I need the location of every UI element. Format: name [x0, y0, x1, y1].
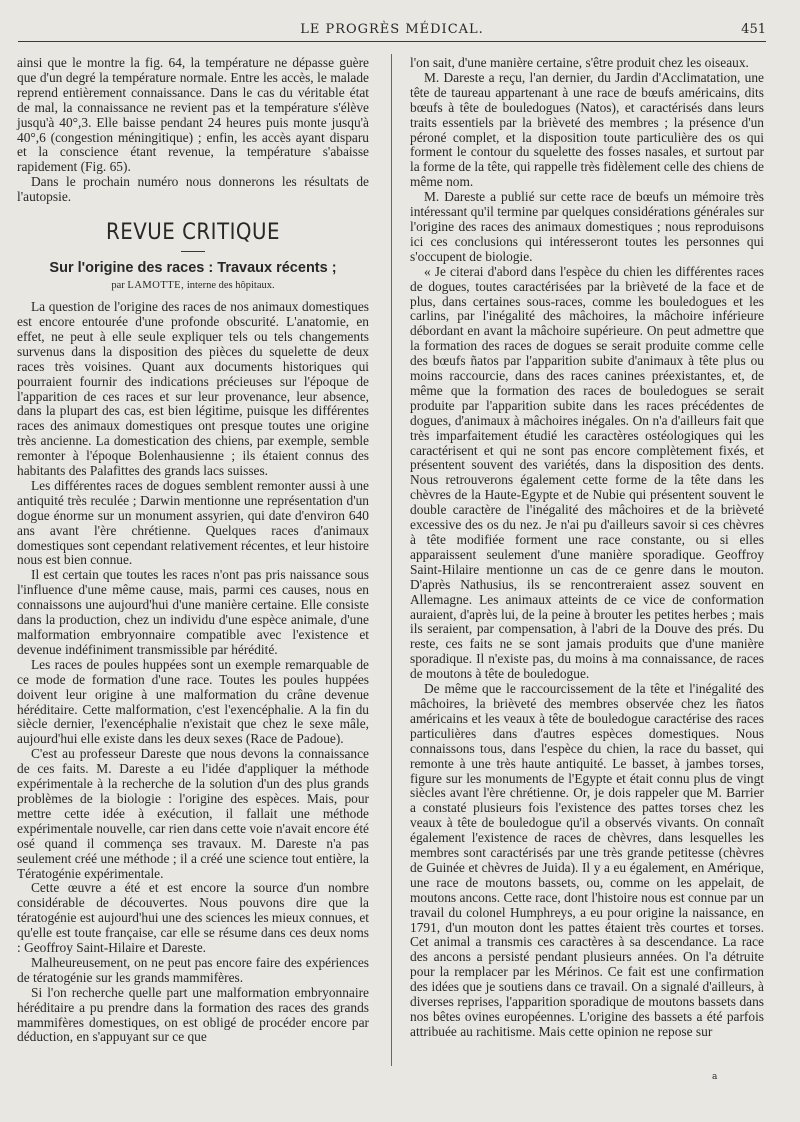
paragraph: M. Dareste a reçu, l'an dernier, du Jardin d'Acclimatation, une tête de taureau appartenant à une race de bœufs américains, dits bœufs à tête de bouledogues (Natos), et caractérisés dans leurs traits essentiels par la brièveté des membres ; la présence d'un péroné complet, et la disposition toute particulière des os qui forment le contour du squelette des fosses nasales, et surtout par la forme de la tête, qui rappelle très fidèlement celle des chiens de même nom. — [410, 69, 764, 190]
paragraph: « Je citerai d'abord dans l'espèce du chien les différentes races de dogues, toutes caractérisées par la brièveté de la face et de plus, dans certaines sous-races, comme les bouledogues et les carlins, par l'inégalité des mâchoires, la mâchoire inférieure débordant en avant la mâchoire supérieure. On peut admettre que la formation des races de dogues se serait produite comme celle des bœufs ñatos par l'apparition subite d'animaux à tête plus ou moins raccourcie, dans des races canines préexistantes, et, de même que la formation des races de bouledogues se serait produite par l'apparition subite dans les races précédentes de dogues, d'animaux à mâchoires inégales. On n'a d'ailleurs fait que très imparfaitement étudié les caractères ostéologiques qui les caractérisent et qui ne sont pas encore complètement fixés, et présentent souvent des variétés, dans la disposition des dents. Nous retrouverons également cette forme de la tête dans les chèvres de la Haute-Egypte et de Nubie qui présentent souvent le double caractère de l'inégalité des mâchoires et de la brièveté excessive des os du nez. Je n'ai pu d'ailleurs savoir si ces chèvres à tête modifiée forment une race constante, ou si elles apparaissent seulement d'une manière sporadique. Geoffroy Saint-Hilaire mentionne un cas de ce genre dans le mouton. D'après Nathusius, ils se rencontreraient assez souvent en Allemagne. Les animaux atteints de ce vice de conformation auraient, d'après lui, de la peine à brouter les petites herbes ; mais ils seraient, par compensation, à l'abri de la Douve des prés. Du reste, ces faits ne se sont jamais produits que d'une manière sporadique. Il n'existe pas, du moins à ma connaissance, de races de moutons à tête de bouledogue. — [410, 263, 764, 682]
byline-suffix: interne des hôpitaux. — [186, 280, 275, 292]
signature-mark: a — [712, 1072, 718, 1082]
paragraph: Les races de poules huppées sont un exemple remarquable de ce mode de formation d'une race. Toutes les poules huppées doivent leur origine à une malformation du crâne devenue héréditaire. Cette malformation, c'est l'exencéphalie. A la fin du siècle dernier, l'exencéphalie n'existait que chez le sexe mâle, aujourd'hui elle existe dans les deux sexes (Race de Padoue). — [17, 656, 369, 747]
heading-rule — [181, 251, 205, 252]
paragraph: C'est au professeur Dareste que nous devons la connaissance de ces faits. M. Dareste a eu l'idée d'appliquer la méthode expérimentale à la recherche de la solution d'un des plus grands problèmes de la biologie : l'origine des espèces. Mais, pour mettre cette idée à exécution, il fallait une méthode expérimentale nouvelle, car rien dans cette voie n'avait encore été osé quand il commença ses travaux. M. Dareste n'a pas seulement créé une méthode ; il a créé une science tout entière, la Tératogénie expérimentale. — [17, 746, 369, 881]
paragraph: De même que le raccourcissement de la tête et l'inégalité des mâchoires, la brièveté des membres observée chez les ñatos américains et les veaux à tête de bouledogue caractérise des races particulières dans d'autres espèces domestiques. Nous connaissons tous, dans l'espèce du chien, la race du basset, qui remonte à une très haute antiquité. Le basset, à jambes torses, figure sur les monuments de l'Egypte et était connu plus de vingt siècles avant l'ère chrétienne. Or, je dois rappeler que M. Barrier a constaté plusieurs fois l'existence des pattes torses chez les veaux à tête de bouledogue qu'il a observés vivants. On connaît également l'existence de races de chèvres, dans lesquelles les membres sont caractérisés par une très grande petitesse (chèvres de Guinée et chèvres de Juida). Il y a eu également, en Amérique, une race de moutons bassets, ou, comme on les appelait, de moutons ancons. Cette race, dont l'histoire nous est connue par un travail du colonel Humphreys, a eu pour origine la naissance, en 1791, d'un mouton dont les pattes étaient très courtes et torses. Cet animal a transmis ces caractères à sa descendance. La race des ancons a persisté pendant plusieurs années. On l'a détruite pour la remplacer par les Mérinos. Ce fait est une confirmation des idées que je soutiens dans ce travail. On a signalé d'ailleurs, à diverses reprises, l'apparition sporadique de moutons bassets dans nos bêtes ovines européennes. L'origine des bassets a été parfois attribuée au rachitisme. Mais cette opinion ne repose sur — [410, 681, 764, 1039]
header-rule — [18, 41, 766, 42]
paragraph: Il est certain que toutes les races n'ont pas pris naissance sous l'influence d'une même cause, mais, parmi ces causes, nous en connaissons une aujourd'hui d'une manière certaine. Elle consiste dans la production, chez un individu d'une espèce animale, d'une malformation embryonnaire compatible avec l'existence et devenue indéfiniment transmissible par hérédité. — [17, 567, 369, 657]
paragraph: Malheureusement, on ne peut pas encore faire des expériences de tératogénie sur les grands mammifères. — [17, 954, 369, 985]
paragraph: ainsi que le montre la fig. 64, la température ne dépasse guère que d'un degré la température normale. Entre les accès, le malade reprend entièrement connaissance. Dans le cas du véritable état de mal, la connaissance ne revient pas et la température s'élève jusqu'à 40°,3. Elle baisse pendant 24 heures puis monte jusqu'à 40°,6 (congestion méningitique) ; enfin, les accès ayant disparu et la conscience étant revenue, la température s'abaisse rapidement (Fig. 65). — [17, 55, 369, 175]
paragraph: Les différentes races de dogues semblent remonter aussi à une antiquité très reculée ; Darwin mentionne une représentation d'un dogue énorme sur un monument assyrien, qui date d'environ 640 ans avant l'ère chrétienne. Quelques races d'animaux domestiques sont cependant relativement récentes, et leur histoire nous est bien connue. — [17, 477, 369, 568]
byline-prefix: par — [111, 280, 125, 292]
section-heading: REVUE CRITIQUE — [106, 220, 280, 246]
article-title: Sur l'origine des races : Travaux récents ; — [49, 260, 337, 277]
left-column — [17, 56, 369, 1045]
running-head — [18, 22, 766, 40]
paragraph: Si l'on recherche quelle part une malformation embryonnaire héréditaire a pu prendre dans la formation des races des grands mammifères domestiques, on est obligé de procéder encore par déduction, en s'appuyant sur ce que — [17, 984, 369, 1045]
paragraph: Dans le prochain numéro nous donnerons les résultats de l'autopsie. — [17, 174, 369, 205]
paragraph: La question de l'origine des races de nos animaux domestiques est encore entourée d'une profonde obscurité. L'anatomie, en effet, ne peut à elle seule expliquer tels ou tels changements survenus dans la disposition des pièces du squelette de deux races très voisines. Quant aux documents historiques qui pourraient fournir des indications précieuses sur l'époque de l'apparition de ces races et sur leur provenance, leur absence, dans la plupart des cas, est bien légitime, puisque les différentes races des animaux domestiques ont presque toutes une origine très ancienne. La domestication des chiens, par exemple, semble remonter à l'époque Bolenhausienne ; ils étaient connus des habitants des Palafittes des grands lacs suisses. — [17, 299, 369, 479]
byline-author: LAMOTTE, — [127, 280, 185, 292]
right-column — [410, 56, 764, 1040]
column-divider — [391, 54, 392, 1066]
paragraph: Cette œuvre a été et est encore la source d'un nombre considérable de découvertes. Nous pouvons dire que la tératogénie est aujourd'hui une des sciences les mieux connues, et qu'elle est toute française, car elle se résume dans ces deux noms : Geoffroy Saint-Hilaire et Dareste. — [17, 880, 369, 956]
page-number: 451 — [741, 22, 766, 37]
byline — [17, 279, 369, 292]
paragraph: l'on sait, d'une manière certaine, s'être produit chez les oiseaux. — [410, 55, 749, 70]
journal-title: LE PROGRÈS MÉDICAL. — [300, 22, 484, 37]
paragraph: M. Dareste a publié sur cette race de bœufs un mémoire très intéressant qu'il termine par quelques considérations générales sur l'origine des races des animaux domestiques ; nous reproduisons ici ces conclusions qui intéresseront toutes les personnes qui s'occupent de biologie. — [410, 189, 764, 264]
